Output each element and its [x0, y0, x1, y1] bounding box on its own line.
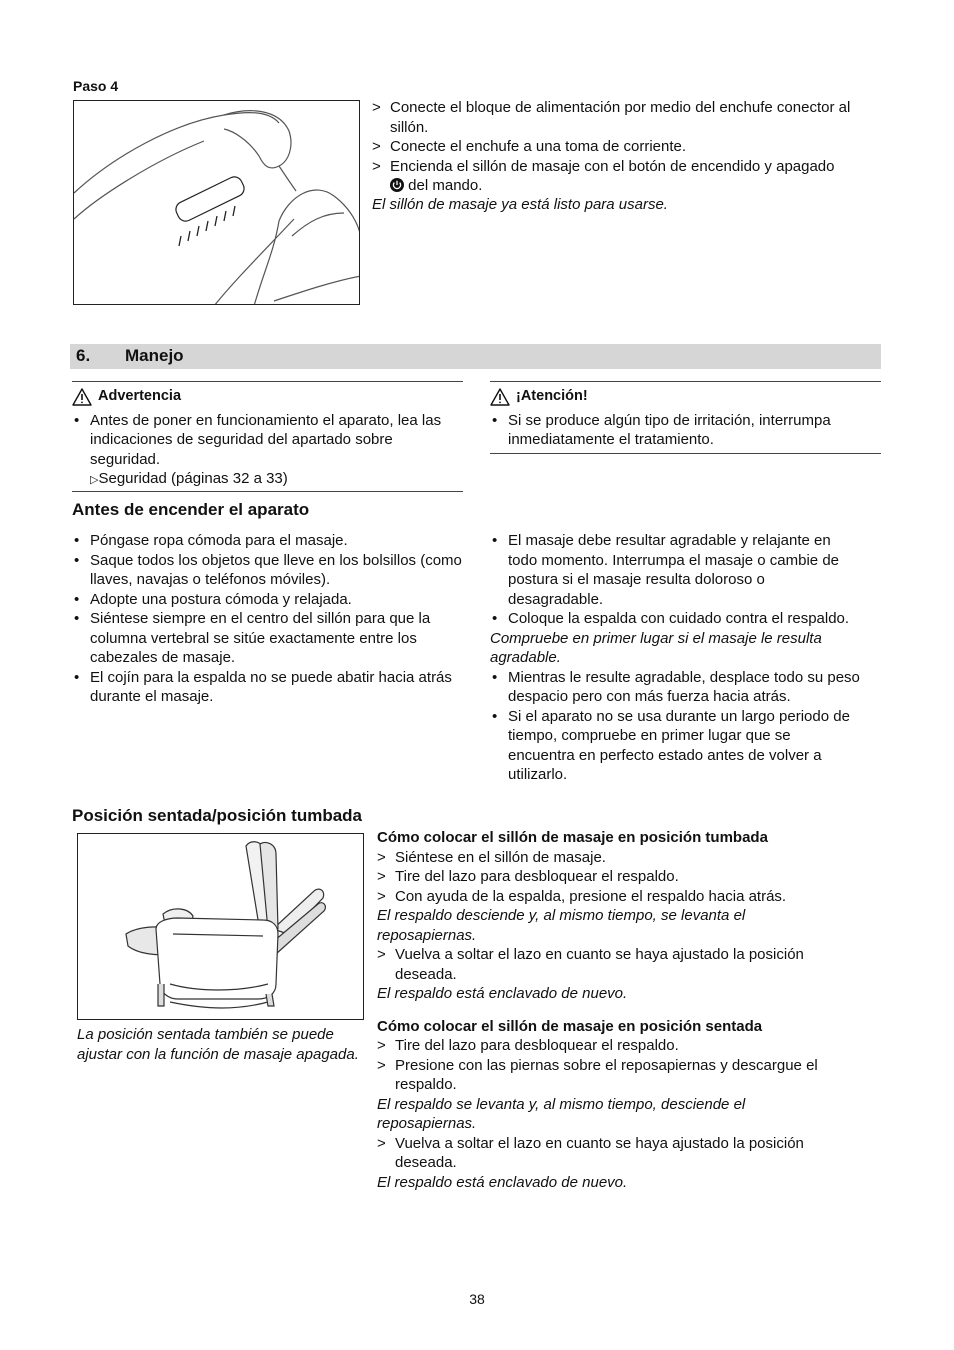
list-item: • Mientras le resulte agradable, desplace todo su peso despacio pero con más fuerza hacia atrás.	[490, 668, 860, 707]
list-item: • El cojín para la espalda no se puede abatir hacia atrás durante el masaje.	[72, 668, 464, 707]
reference-arrow-icon: ▷	[90, 474, 99, 486]
warning-heading	[72, 387, 463, 407]
position-instructions	[377, 828, 882, 1192]
list-item: > Siéntese en el sillón de masaje.	[377, 848, 882, 868]
step4-item3-end: del mando.	[408, 177, 483, 194]
sitting-note2: El respaldo está enclavado de nuevo.	[377, 1173, 628, 1191]
attention-box	[490, 387, 881, 450]
list-item	[372, 157, 882, 196]
list-item: > Tire del lazo para desbloquear el respaldo.	[377, 1036, 857, 1056]
step4-instructions	[372, 98, 882, 196]
armrest-remote-illustration	[74, 101, 360, 305]
step4-illustration	[73, 100, 360, 305]
attention-heading	[490, 387, 881, 407]
page-number: 38	[469, 1291, 485, 1307]
step4-note: El sillón de masaje ya está listo para usarse.	[372, 196, 668, 213]
warning-top-rule	[72, 381, 463, 382]
list-item: > Conecte el enchufe a una toma de corriente.	[372, 137, 882, 157]
warning-bottom-rule	[72, 491, 463, 492]
step4-item3-text: Encienda el sillón de masaje con el botón de encendido y apagado	[390, 157, 835, 175]
attention-title: ¡Atención!	[516, 388, 588, 404]
list-item: • Coloque la espalda con cuidado contra el respaldo.	[490, 609, 900, 629]
lying-note2: El respaldo está enclavado de nuevo.	[377, 985, 628, 1002]
list-item	[72, 411, 463, 491]
lying-title: Cómo colocar el sillón de masaje en posición tumbada	[377, 829, 768, 846]
section-header-bar	[70, 344, 881, 369]
lying-note1: El respaldo desciende y, al mismo tiempo, se levanta el reposapiernas.	[377, 907, 746, 944]
list-item: • Si se produce algún tipo de irritación, interrumpa inmediatamente el tratamiento.	[490, 411, 881, 450]
sitting-title: Cómo colocar el sillón de masaje en posición sentada	[377, 1017, 763, 1035]
before-left-list	[72, 531, 464, 707]
list-item: > Tire del lazo para desbloquear el respaldo.	[377, 867, 882, 887]
warning-triangle-icon	[72, 388, 92, 406]
list-item: • Si el aparato no se usa durante un largo periodo de tiempo, compruebe en primer lugar que se encuentra en perfecto estado antes de volver a utilizarlo.	[490, 707, 860, 785]
list-item: > Vuelva a soltar el lazo en cuanto se haya ajustado la posición deseada.	[377, 945, 847, 984]
warning-reference: Seguridad (páginas 32 a 33)	[98, 470, 288, 487]
before-right-note: Compruebe en primer lugar si el masaje le resulta agradable.	[490, 629, 822, 666]
position-caption: La posición sentada también se puede ajustar con la función de masaje apagada.	[77, 1026, 359, 1063]
warning-triangle-icon	[490, 388, 510, 406]
list-item: • Siéntese siempre en el centro del sillón para que la columna vertebral se sitúe exactamente entre los cabezales de masaje.	[72, 609, 464, 668]
recliner-chair-illustration	[78, 834, 364, 1020]
list-item: > Con ayuda de la espalda, presione el respaldo hacia atrás.	[377, 887, 882, 907]
attention-top-rule	[490, 381, 881, 382]
list-item: • Adopte una postura cómoda y relajada.	[72, 590, 464, 610]
list-item: • Póngase ropa cómoda para el masaje.	[72, 531, 464, 551]
section-number: 6.	[76, 346, 91, 365]
power-button-icon	[390, 178, 404, 192]
remote-control-icon	[173, 174, 246, 224]
sitting-note1: El respaldo se levanta y, al mismo tiempo, desciende el reposapiernas.	[377, 1095, 746, 1132]
warning-title: Advertencia	[98, 388, 182, 404]
warning-text: Antes de poner en funcionamiento el aparato, lea las indicaciones de seguridad del apartado sobre seguridad.	[90, 411, 442, 468]
position-heading: Posición sentada/posición tumbada	[72, 806, 362, 825]
section-title: Manejo	[125, 346, 184, 365]
list-item: • El masaje debe resultar agradable y relajante en todo momento. Interrumpa el masaje o cambie de postura si el masaje resulta doloroso o desagradable.	[490, 531, 860, 609]
before-heading: Antes de encender el aparato	[72, 500, 310, 519]
warning-box	[72, 387, 463, 491]
list-item: > Vuelva a soltar el lazo en cuanto se haya ajustado la posición deseada.	[377, 1134, 847, 1173]
list-item: • Saque todos los objetos que lleve en los bolsillos (como llaves, navajas o teléfonos móviles).	[72, 551, 464, 590]
list-item: > Conecte el bloque de alimentación por medio del enchufe conector al sillón.	[372, 98, 882, 137]
step4-title: Paso 4	[73, 78, 119, 94]
recliner-illustration	[77, 833, 364, 1020]
list-item: > Presione con las piernas sobre el reposapiernas y descargue el respaldo.	[377, 1056, 857, 1095]
attention-bottom-rule	[490, 453, 881, 454]
before-right-column	[490, 531, 882, 785]
